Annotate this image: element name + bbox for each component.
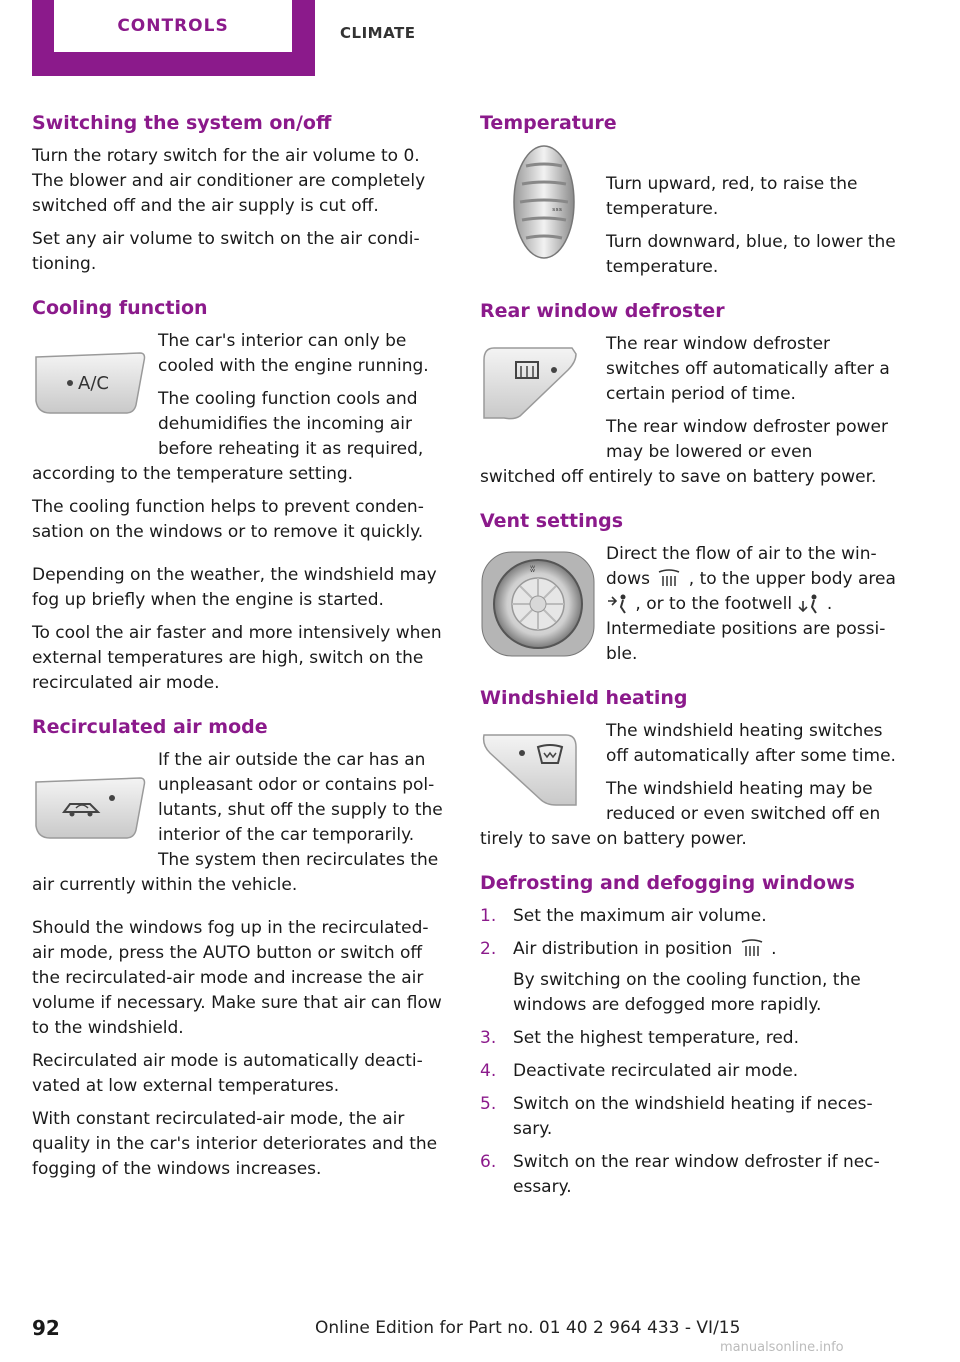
list-item [480, 1150, 898, 1200]
list-item [480, 937, 898, 1018]
step-number: 3. [480, 1028, 497, 1048]
ac-label: A/C [78, 373, 109, 394]
paragraph: The windshield heating switches off automatically after some time. [606, 721, 896, 766]
tab-controls[interactable] [32, 0, 315, 76]
heading-defrosting-defogging: Defrosting and defogging windows [480, 872, 855, 894]
step-text: Switch on the rear window defroster if necessary. [513, 1152, 880, 1197]
paragraph: The rear window defroster power may be lowered or even [606, 417, 888, 462]
paragraph: The rear window defroster switches off automatically after a certain period of time. [606, 334, 890, 404]
heading-switching-system: Switching the system on/off [32, 112, 332, 134]
heading-vent-settings: Vent settings [480, 510, 624, 532]
step-note: By switching on the cooling function, the windows are defogged more rapidly. [513, 970, 861, 1015]
paragraph: Turn upward, red, to raise the temperature. [606, 174, 858, 219]
paragraph: switched off entirely to save on battery power. [480, 467, 877, 487]
paragraph: tirely to save on battery power. [480, 829, 747, 849]
text-span: , or to the footwell [635, 594, 793, 614]
step-number: 6. [480, 1152, 497, 1172]
windshield-vent-icon [738, 938, 766, 960]
vent-dial-figure [480, 542, 606, 667]
temperature-dial-figure [480, 144, 606, 280]
list-item [480, 904, 898, 929]
paragraph: air currently within the vehicle. [32, 875, 298, 895]
heading-windshield-heating: Windshield heating [480, 687, 688, 709]
paragraph: Depending on the weather, the windshield may fog up briefly when the engine is started. [32, 565, 437, 610]
step-text: Switch on the windshield heating if necessary. [513, 1094, 873, 1139]
tab-controls-label: CONTROLS [54, 0, 292, 52]
paragraph: The cooling function cools and dehumidifies the incoming air before reheating it as required, [158, 389, 424, 459]
vent-settings-text [606, 542, 898, 667]
step-text-end: . [771, 939, 777, 959]
left-column [32, 110, 450, 1182]
paragraph: Set any air volume to switch on the air conditioning. [32, 229, 420, 274]
defrost-steps-list [480, 904, 898, 1200]
text-span: Direct the flow of air to the windows [606, 544, 877, 589]
step-text: Set the maximum air volume. [513, 906, 767, 926]
heading-cooling-function: Cooling function [32, 297, 208, 319]
rear-defroster-button-icon [480, 342, 580, 422]
step-number: 1. [480, 906, 497, 926]
ac-button-icon [32, 347, 148, 419]
paragraph: Should the windows fog up in the recirculated-air mode, press the AUTO button or switch off the recirculated-air mode and increase the air volume if necessary. Make sure that air can flow to the windshield. [32, 918, 442, 1038]
ac-button-figure [32, 329, 158, 462]
text-span: . Intermediate positions are possible. [606, 594, 886, 664]
heading-temperature: Temperature [480, 112, 617, 134]
paragraph: Recirculated air mode is automatically deactivated at low external temperatures. [32, 1051, 423, 1096]
step-number: 5. [480, 1094, 497, 1114]
step-text: Set the highest temperature, red. [513, 1028, 800, 1048]
paragraph: The windshield heating may be reduced or even switched off en [606, 779, 881, 824]
right-column [480, 110, 898, 1200]
list-item [480, 1092, 898, 1142]
page-number: 92 [32, 1316, 60, 1340]
paragraph: To cool the air faster and more intensively when external temperatures are high, switch on the recirculated air mode. [32, 623, 442, 693]
edition-footer: Online Edition for Part no. 01 40 2 964 433 - VI/15 [315, 1318, 741, 1338]
recirculation-button-icon [32, 772, 148, 844]
upper-body-vent-icon [606, 593, 630, 615]
svg-text:ˢˢˢ: ˢˢˢ [552, 207, 563, 217]
step-number: 2. [480, 939, 497, 959]
step-number: 4. [480, 1061, 497, 1081]
footwell-vent-icon [797, 593, 821, 615]
windshield-heating-figure [480, 719, 606, 827]
step-text: Air distribution in position [513, 939, 733, 959]
header-tabs [32, 0, 452, 76]
heading-recirculated-air: Recirculated air mode [32, 716, 268, 738]
paragraph: With constant recirculated-air mode, the air quality in the car's interior deteriorates and the fogging of the windows increases. [32, 1109, 438, 1179]
windshield-vent-icon [655, 568, 683, 590]
step-text: Deactivate recirculated air mode. [513, 1061, 799, 1081]
watermark: manualsonline.info [720, 1340, 844, 1355]
paragraph: If the air outside the car has an unpleasant odor or contains pollutants, shut off the supply to the interior of the car temporarily. The system then recirculates the [158, 750, 443, 870]
recirc-button-figure [32, 748, 158, 873]
tab-climate[interactable]: CLIMATE [340, 24, 416, 42]
windshield-heating-button-icon [480, 729, 580, 809]
paragraph: Turn downward, blue, to lower the temperature. [606, 232, 896, 277]
list-item [480, 1026, 898, 1051]
text-span: , to the upper body area [688, 569, 896, 589]
paragraph: according to the temperature setting. [32, 464, 354, 484]
svg-text:ʬ: ʬ [530, 564, 536, 575]
vent-dial-icon [480, 550, 596, 658]
list-item [480, 1059, 898, 1084]
temperature-dial-icon [504, 144, 584, 264]
paragraph: The cooling function helps to prevent condensation on the windows or to remove it quickly. [32, 497, 424, 542]
rear-defroster-figure [480, 332, 606, 465]
paragraph: The car's interior can only be cooled with the engine running. [158, 331, 429, 376]
paragraph: Turn the rotary switch for the air volume to 0. The blower and air conditioner are completely switched off and the air supply is cut off. [32, 146, 426, 216]
heading-rear-window-defroster: Rear window defroster [480, 300, 725, 322]
